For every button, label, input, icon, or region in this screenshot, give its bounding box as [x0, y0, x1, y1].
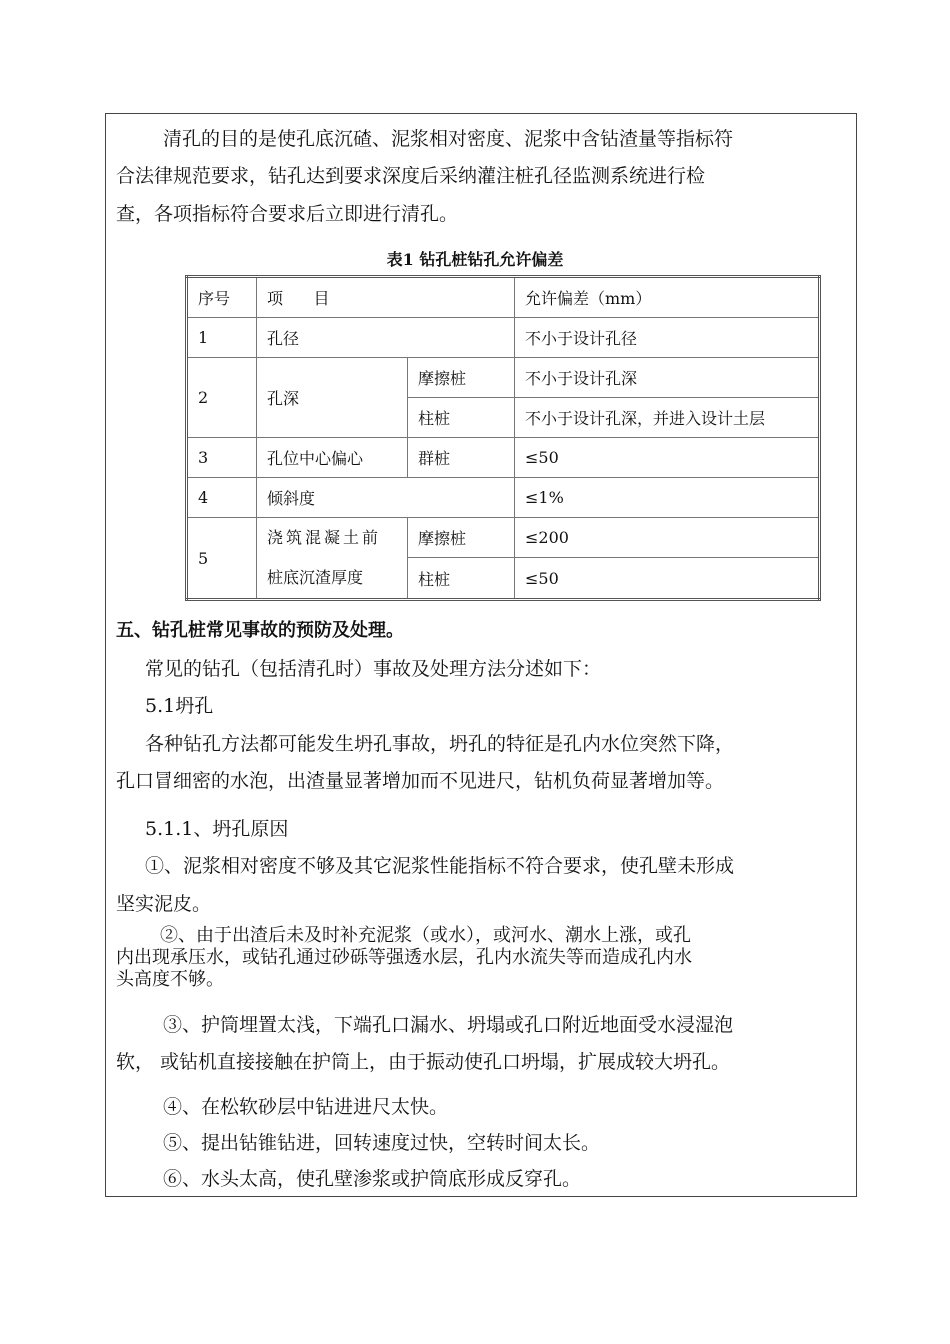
paragraph-line: 孔口冒细密的水泡，出渣量显著增加而不见进尺，钻机负荷显著增加等。 — [116, 770, 725, 792]
cell-seq: 4 — [187, 478, 257, 518]
cell-seq: 3 — [187, 438, 257, 478]
reason-5: ⑤、提出钻锥钻进，回转速度过快，空转时间太长。 — [163, 1132, 601, 1154]
table-row — [187, 358, 820, 398]
cell-item: 孔径 — [257, 318, 515, 358]
cell-seq: 1 — [187, 318, 257, 358]
header-tolerance: 允许偏差（mm） — [515, 277, 820, 318]
header-item: 项 目 — [257, 277, 515, 318]
cell-item — [257, 518, 408, 600]
table-row — [187, 318, 820, 358]
reason-2-line-3: 头高度不够。 — [116, 969, 224, 990]
subsection-5-1-1: 5.1.1、坍孔原因 — [145, 818, 289, 840]
cell-tolerance: 不小于设计孔深，并进入设计土层 — [515, 398, 820, 438]
cell-tolerance: ≤200 — [515, 518, 820, 558]
reason-3-line-1: ③、护筒埋置太浅，下端孔口漏水、坍塌或孔口附近地面受水浸湿泡 — [163, 1014, 734, 1036]
reason-4: ④、在松软砂层中钻进进尺太快。 — [163, 1096, 449, 1118]
cell-item-line-1: 浇筑混凝土前 — [267, 528, 382, 547]
cell-tolerance: 不小于设计孔深 — [515, 358, 820, 398]
paragraph-line: 各种钻孔方法都可能发生坍孔事故，坍孔的特征是孔内水位突然下降， — [145, 733, 735, 755]
cell-subitem: 摩擦桩 — [408, 358, 515, 398]
cell-subitem: 柱桩 — [408, 558, 515, 600]
reason-2-line-2: 内出现承压水，或钻孔通过砂砾等强透水层，孔内水流失等而造成孔内水 — [116, 947, 692, 968]
cell-item-line-2: 桩底沉渣厚度 — [267, 568, 364, 587]
cell-tolerance: 不小于设计孔径 — [515, 318, 820, 358]
reason-2-line-1: ②、由于出渣后未及时补充泥浆（或水），或河水、潮水上涨，或孔 — [160, 925, 691, 946]
reason-6: ⑥、水头太高，使孔壁渗浆或护筒底形成反穿孔。 — [163, 1168, 582, 1190]
cell-tolerance: ≤1% — [515, 478, 820, 518]
cell-item: 倾斜度 — [257, 478, 515, 518]
cell-item: 孔位中心偏心 — [257, 438, 408, 478]
reason-1-line-1: ①、泥浆相对密度不够及其它泥浆性能指标不符合要求，使孔壁未形成 — [145, 855, 735, 877]
cell-item: 孔深 — [257, 358, 408, 438]
cell-tolerance: ≤50 — [515, 438, 820, 478]
section-heading: 五、钻孔桩常见事故的预防及处理。 — [116, 620, 404, 641]
cell-subitem: 柱桩 — [408, 398, 515, 438]
table-header-row — [187, 277, 820, 318]
intro-line-1: 清孔的目的是使孔底沉碴、泥浆相对密度、泥浆中含钻渣量等指标符 — [163, 128, 734, 150]
cell-seq: 2 — [187, 358, 257, 438]
reason-3-line-2: 软， 或钻机直接接触在护筒上，由于振动使孔口坍塌，扩展成较大坍孔。 — [116, 1051, 731, 1073]
cell-subitem: 群桩 — [408, 438, 515, 478]
intro-line-3: 查，各项指标符合要求后立即进行清孔。 — [116, 203, 459, 225]
reason-1-line-2: 坚实泥皮。 — [116, 893, 212, 915]
table-row — [187, 438, 820, 478]
table-caption: 表1 钻孔桩钻孔允许偏差 — [386, 250, 564, 269]
cell-seq: 5 — [187, 518, 257, 600]
section-intro: 常见的钻孔（包括清孔时）事故及处理方法分述如下： — [145, 658, 602, 680]
cell-subitem: 摩擦桩 — [408, 518, 515, 558]
table-row — [187, 478, 820, 518]
subsection-5-1: 5.1坍孔 — [145, 695, 214, 717]
header-seq: 序号 — [187, 277, 257, 318]
intro-line-2: 合法律规范要求，钻孔达到要求深度后采纳灌注桩孔径监测系统进行检 — [116, 165, 706, 187]
cell-tolerance: ≤50 — [515, 558, 820, 600]
tolerance-table — [185, 275, 821, 601]
table-row — [187, 518, 820, 558]
